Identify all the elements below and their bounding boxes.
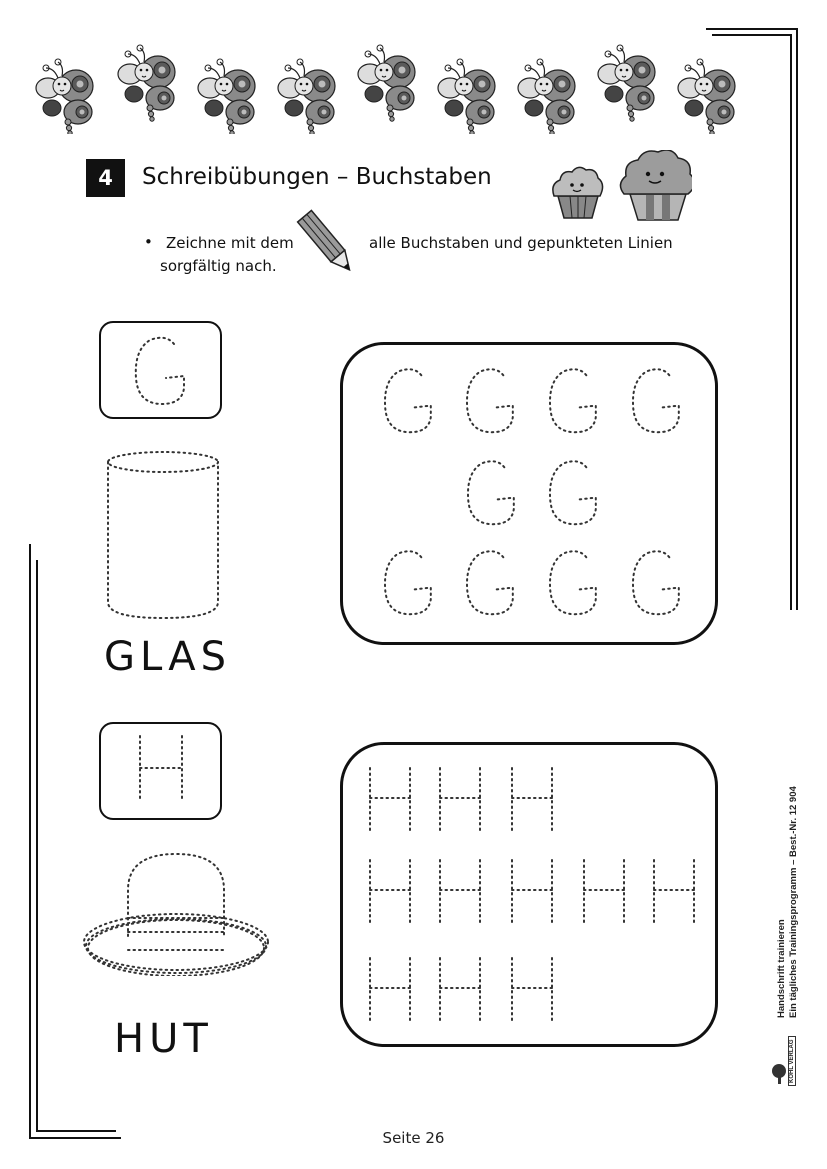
butterfly-icon <box>36 59 93 134</box>
word-hut: HUT <box>114 1016 213 1062</box>
instruction-bullet: • <box>144 233 153 251</box>
dotted-letter-h[interactable] <box>512 958 552 1020</box>
butterfly-icon <box>358 45 415 121</box>
task-title: Schreibübungen – Buchstaben <box>142 164 492 190</box>
butterfly-icon <box>198 59 255 134</box>
dotted-letter-h[interactable] <box>440 860 480 922</box>
dotted-letter-g[interactable] <box>385 369 431 432</box>
instruction-text-1: Zeichne mit dem <box>166 234 294 252</box>
dotted-letter-h[interactable] <box>370 958 410 1020</box>
frame-top-line-outer <box>706 28 798 30</box>
dotted-letter-g[interactable] <box>468 461 514 524</box>
dotted-letter-g[interactable] <box>550 369 596 432</box>
butterfly-icon <box>678 59 735 134</box>
dotted-letter-g[interactable] <box>550 551 596 614</box>
word-glas: GLAS <box>104 634 231 680</box>
butterfly-icon <box>438 59 495 134</box>
dotted-letter-g[interactable] <box>120 328 200 412</box>
frame-right-line-inner <box>790 34 792 610</box>
hat-icon[interactable] <box>76 850 276 976</box>
publisher-name: KOHL VERLAG <box>788 1036 796 1086</box>
dotted-letter-g[interactable] <box>467 551 513 614</box>
butterfly-icon <box>278 59 335 134</box>
dotted-letter-h[interactable] <box>512 860 552 922</box>
sidebar-book-title: Handschrift trainieren <box>776 919 787 1018</box>
butterfly-icon <box>518 59 575 134</box>
dotted-letter-h[interactable] <box>440 958 480 1020</box>
task-number: 4 <box>86 159 125 197</box>
instruction-text-2: alle Buchstaben und gepunkteten Linien <box>369 234 673 252</box>
dotted-letter-g[interactable] <box>550 461 596 524</box>
dotted-letter-h[interactable] <box>584 860 624 922</box>
butterfly-border <box>30 42 760 134</box>
cupcake-icon <box>550 150 692 224</box>
dotted-letter-h[interactable] <box>370 768 410 830</box>
dotted-letter-h[interactable] <box>512 768 552 830</box>
sidebar-book-subtitle: Ein tägliches Trainingsprogramm – Best.-Nr. 12 904 <box>788 786 799 1018</box>
g-tracing-grid[interactable] <box>340 342 718 645</box>
frame-left-line-outer <box>29 544 31 1139</box>
frame-left-line-inner <box>36 560 38 1132</box>
dotted-letter-h[interactable] <box>128 730 194 810</box>
dotted-letter-h[interactable] <box>440 768 480 830</box>
dotted-letter-g[interactable] <box>385 551 431 614</box>
butterfly-icon <box>598 45 655 121</box>
h-tracing-grid[interactable] <box>340 742 718 1047</box>
frame-top-line-inner <box>712 34 792 36</box>
dotted-letter-g[interactable] <box>633 369 679 432</box>
glass-icon[interactable] <box>100 446 226 626</box>
page-number: Seite 26 <box>382 1129 445 1147</box>
dotted-letter-h[interactable] <box>370 860 410 922</box>
frame-right-line-outer <box>796 28 798 610</box>
dotted-letter-g[interactable] <box>467 369 513 432</box>
dotted-letter-g[interactable] <box>633 551 679 614</box>
instruction-text-3: sorgfältig nach. <box>160 257 277 275</box>
dotted-letter-h[interactable] <box>654 860 694 922</box>
pencil-icon <box>294 206 360 280</box>
butterfly-icon <box>118 45 175 121</box>
